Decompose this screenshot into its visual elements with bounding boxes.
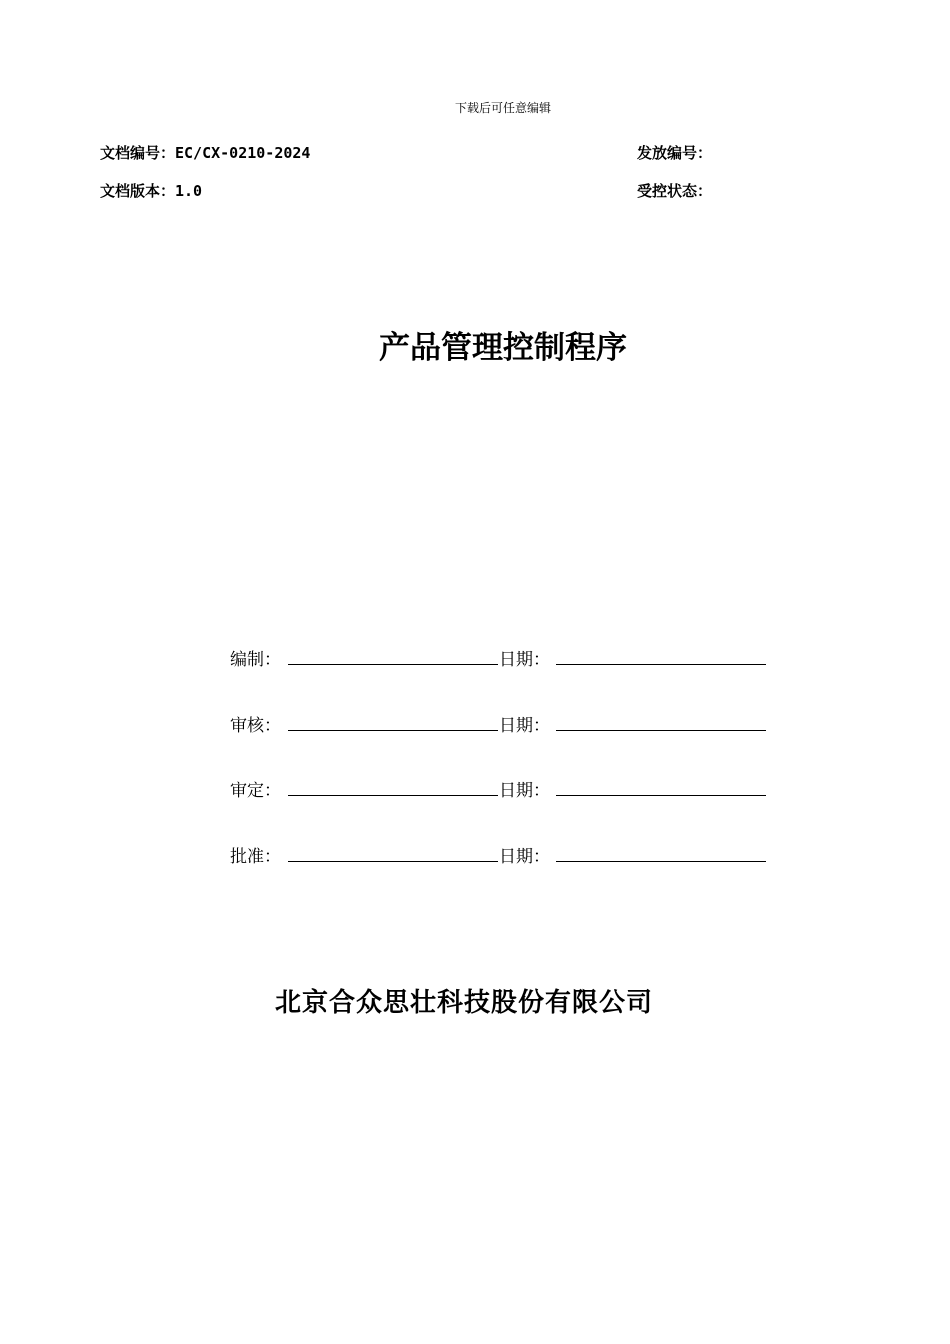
date-line: [556, 861, 766, 862]
signature-label: 批准：: [230, 846, 281, 867]
signature-row-approve: [230, 840, 770, 906]
issue-number: 发放编号：: [637, 144, 713, 162]
header-note: 下载后可任意编辑: [454, 101, 551, 115]
doc-number: 文档编号：EC/CX-0210-2024: [100, 144, 311, 162]
signature-label: 审定：: [230, 781, 281, 801]
signature-row-review: [230, 709, 770, 775]
date-line: [556, 795, 766, 796]
date-label: 日期：: [499, 846, 550, 867]
signature-line: [288, 730, 498, 731]
date-label: 日期：: [499, 715, 550, 736]
signature-row-verify: [230, 774, 770, 840]
signature-label: 审核：: [230, 715, 281, 736]
date-line: [556, 664, 766, 665]
document-title: 产品管理控制程序: [379, 330, 627, 366]
doc-version: 文档版本：1.0: [100, 182, 203, 200]
date-label: 日期：: [499, 781, 550, 801]
date-label: 日期：: [499, 650, 550, 670]
signature-label: 编制：: [230, 650, 281, 670]
signature-line: [288, 795, 498, 796]
signature-block: [230, 643, 770, 905]
signature-line: [288, 861, 498, 862]
control-status: 受控状态：: [637, 182, 713, 200]
signature-line: [288, 664, 498, 665]
company-name: 北京合众思壮科技股份有限公司: [275, 988, 654, 1018]
signature-row-compile: [230, 643, 770, 709]
date-line: [556, 730, 766, 731]
